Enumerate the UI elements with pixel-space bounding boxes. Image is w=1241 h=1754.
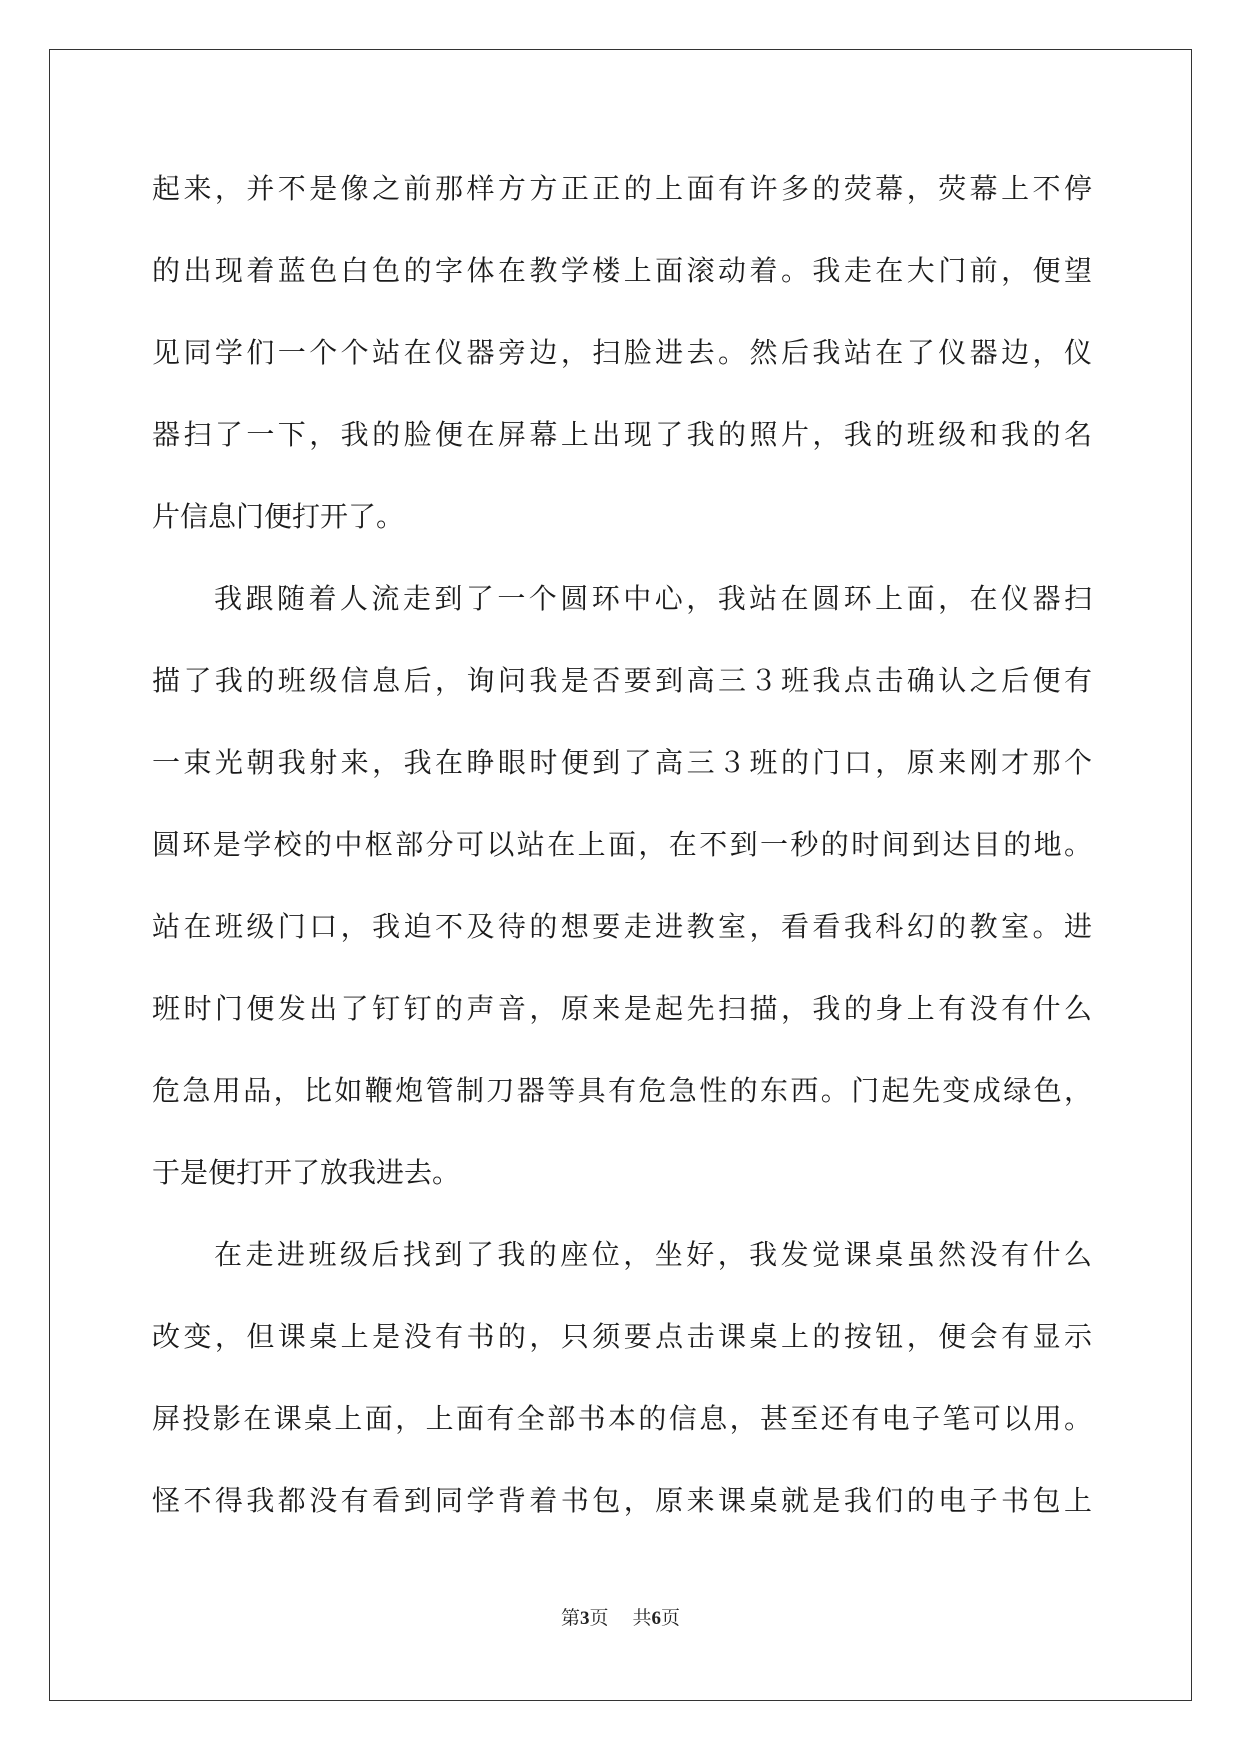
text-line: 见同学们一个个站在仪器旁边，扫脸进去。然后我站在了仪器边，仪 xyxy=(152,336,1092,369)
paragraph-3 xyxy=(152,1214,1092,1542)
text-line: 圆环是学校的中枢部分可以站在上面，在不到一秒的时间到达目的地。 xyxy=(152,828,1092,861)
page-footer xyxy=(0,1606,1241,1631)
paragraph-1 xyxy=(152,148,1092,558)
text-line: 在走进班级后找到了我的座位，坐好，我发觉课桌虽然没有什么 xyxy=(214,1238,1092,1271)
total-pages: 6 xyxy=(651,1608,662,1629)
text-line: 起来，并不是像之前那样方方正正的上面有许多的荧幕，荧幕上不停 xyxy=(152,172,1092,205)
paragraph-2 xyxy=(152,558,1092,1214)
text-line: 屏投影在课桌上面，上面有全部书本的信息，甚至还有电子笔可以用。 xyxy=(152,1402,1092,1435)
text-line: 站在班级门口，我迫不及待的想要走进教室，看看我科幻的教室。进 xyxy=(152,910,1092,943)
page-suffix: 页 xyxy=(589,1607,609,1629)
text-line: 班时门便发出了钉钉的声音，原来是起先扫描，我的身上有没有什么 xyxy=(152,992,1092,1025)
text-line: 片信息门便打开了。 xyxy=(152,500,405,533)
text-line: 改变，但课桌上是没有书的，只须要点击课桌上的按钮，便会有显示 xyxy=(152,1320,1092,1353)
total-prefix: 共 xyxy=(632,1607,652,1629)
text-line: 危急用品，比如鞭炮管制刀器等具有危急性的东西。门起先变成绿色， xyxy=(152,1074,1092,1107)
text-line: 我跟随着人流走到了一个圆环中心，我站在圆环上面，在仪器扫 xyxy=(214,582,1092,615)
text-line: 于是便打开了放我进去。 xyxy=(152,1156,461,1189)
text-line: 的出现着蓝色白色的字体在教学楼上面滚动着。我走在大门前，便望 xyxy=(152,254,1092,287)
page-prefix: 第 xyxy=(560,1607,580,1629)
text-line: 描了我的班级信息后，询问我是否要到高三３班我点击确认之后便有 xyxy=(152,664,1092,697)
text-line: 器扫了一下，我的脸便在屏幕上出现了我的照片，我的班级和我的名 xyxy=(152,418,1092,451)
document-body xyxy=(152,148,1092,1542)
page-number: 3 xyxy=(579,1608,590,1629)
text-line: 怪不得我都没有看到同学背着书包，原来课桌就是我们的电子书包上 xyxy=(152,1484,1092,1517)
total-suffix: 页 xyxy=(661,1607,681,1629)
text-line: 一束光朝我射来，我在睁眼时便到了高三３班的门口，原来刚才那个 xyxy=(152,746,1092,779)
